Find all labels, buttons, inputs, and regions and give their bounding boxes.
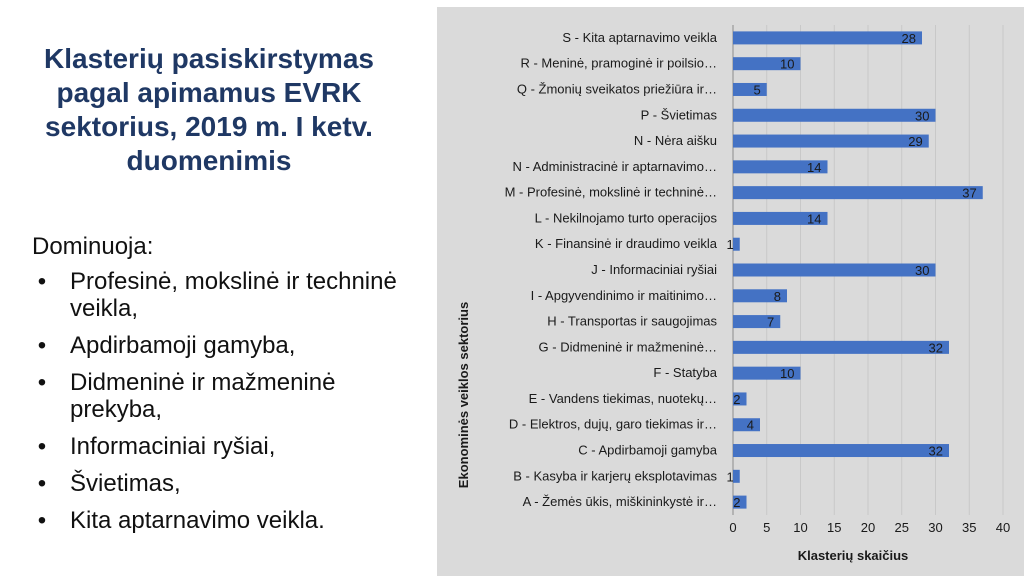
data-label: 7 [767,314,775,330]
category-label: F - Statyba [653,365,717,381]
bar [733,83,767,96]
chart-panel [437,7,1024,576]
bullet-dot-icon: • [37,507,47,534]
bar [733,135,929,148]
bullet-text: Didmeninė ir mažmeninė prekyba, [70,369,336,423]
data-label: 30 [915,108,930,124]
data-label: 28 [901,30,916,46]
category-label: N - Nėra aišku [633,133,717,149]
bullet-item [32,433,412,460]
category-label: P - Švietimas [640,107,717,123]
bar [733,31,922,44]
category-label: J - Informaciniai ryšiai [591,262,717,277]
bullet-text: Profesinė, mokslinė ir techninė veikla, [70,268,397,322]
bullet-item [32,470,412,497]
bar [733,186,983,199]
data-label: 10 [780,56,795,72]
data-label: 14 [807,211,822,227]
bullet-item [32,268,412,322]
data-label: 14 [807,159,822,175]
category-label: K - Finansinė ir draudimo veikla [534,236,717,252]
data-label: 5 [753,82,761,98]
x-tick-label: 25 [894,520,909,535]
x-axis-title: Klasterių skaičius [797,548,909,563]
x-tick-label: 35 [962,520,977,535]
bullet-list [32,268,412,544]
body-lead-text: Dominuoja: [32,233,154,260]
bullet-text: Informaciniai ryšiai, [70,433,276,460]
category-label: M - Profesinė, mokslinė ir techninė… [504,184,717,200]
bar-chart [437,7,1024,576]
data-label: 32 [928,443,943,459]
category-label: Q - Žmonių sveikatos priežiūra ir… [516,81,717,97]
x-tick-label: 20 [860,520,876,535]
category-label: S - Kita aptarnavimo veikla [562,29,717,45]
category-label: R - Meninė, pramoginė ir poilsio… [520,55,717,71]
x-tick-label: 10 [793,520,808,535]
data-label: 8 [773,288,781,304]
bullet-text: Kita aptarnavimo veikla. [70,507,325,534]
slide-title: Klasterių pasiskirstymas pagal apimamus EVRK sektorius, 2019 m. I ketv. duomenimis [44,43,374,176]
category-label: G - Didmeninė ir mažmeninė… [538,339,717,355]
bullet-dot-icon: • [37,369,47,396]
data-label: 1 [726,237,734,253]
x-tick-label: 40 [995,520,1011,535]
category-label: I - Apgyvendinimo ir maitinimo… [530,287,717,303]
bullet-text: Švietimas, [70,470,181,497]
category-label: L - Nekilnojamo turto operacijos [534,210,717,226]
category-label: H - Transportas ir saugojimas [547,313,717,329]
bullet-item [32,507,412,534]
bullet-dot-icon: • [37,470,47,497]
bar [733,238,740,251]
bullet-dot-icon: • [37,268,47,295]
x-tick-label: 15 [827,520,842,535]
category-label: E - Vandens tiekimas, nuotekų… [528,390,717,406]
category-label: B - Kasyba ir karjerų eksplotavimas [513,468,717,484]
data-label: 29 [908,134,923,150]
x-tick-label: 5 [763,520,771,535]
data-label: 10 [780,366,795,382]
x-tick-label: 0 [729,520,737,535]
data-label: 1 [726,469,734,485]
bar [733,341,949,354]
category-label: A - Žemės ūkis, miškininkystė ir… [522,494,717,510]
y-axis-title: Ekonominės veiklos sektorius [456,301,471,489]
category-label: C - Apdirbamoji gamyba [578,442,717,458]
bullet-text: Apdirbamoji gamyba, [70,332,296,359]
data-label: 2 [733,391,741,407]
category-label: D - Elektros, dujų, garo tiekimas ir… [508,416,717,432]
bullet-item [32,332,412,359]
data-label: 30 [915,263,930,278]
bar [733,444,949,457]
data-label: 4 [746,417,754,433]
data-label: 37 [962,185,977,201]
bar [733,470,740,483]
bar [733,109,936,122]
bar [733,264,936,277]
x-tick-label: 30 [928,520,943,535]
bullet-dot-icon: • [37,332,47,359]
data-label: 32 [928,340,943,356]
bullet-item [32,369,412,423]
category-label: N - Administracinė ir aptarnavimo… [512,158,717,174]
data-label: 2 [733,495,741,511]
bullet-dot-icon: • [37,433,47,460]
